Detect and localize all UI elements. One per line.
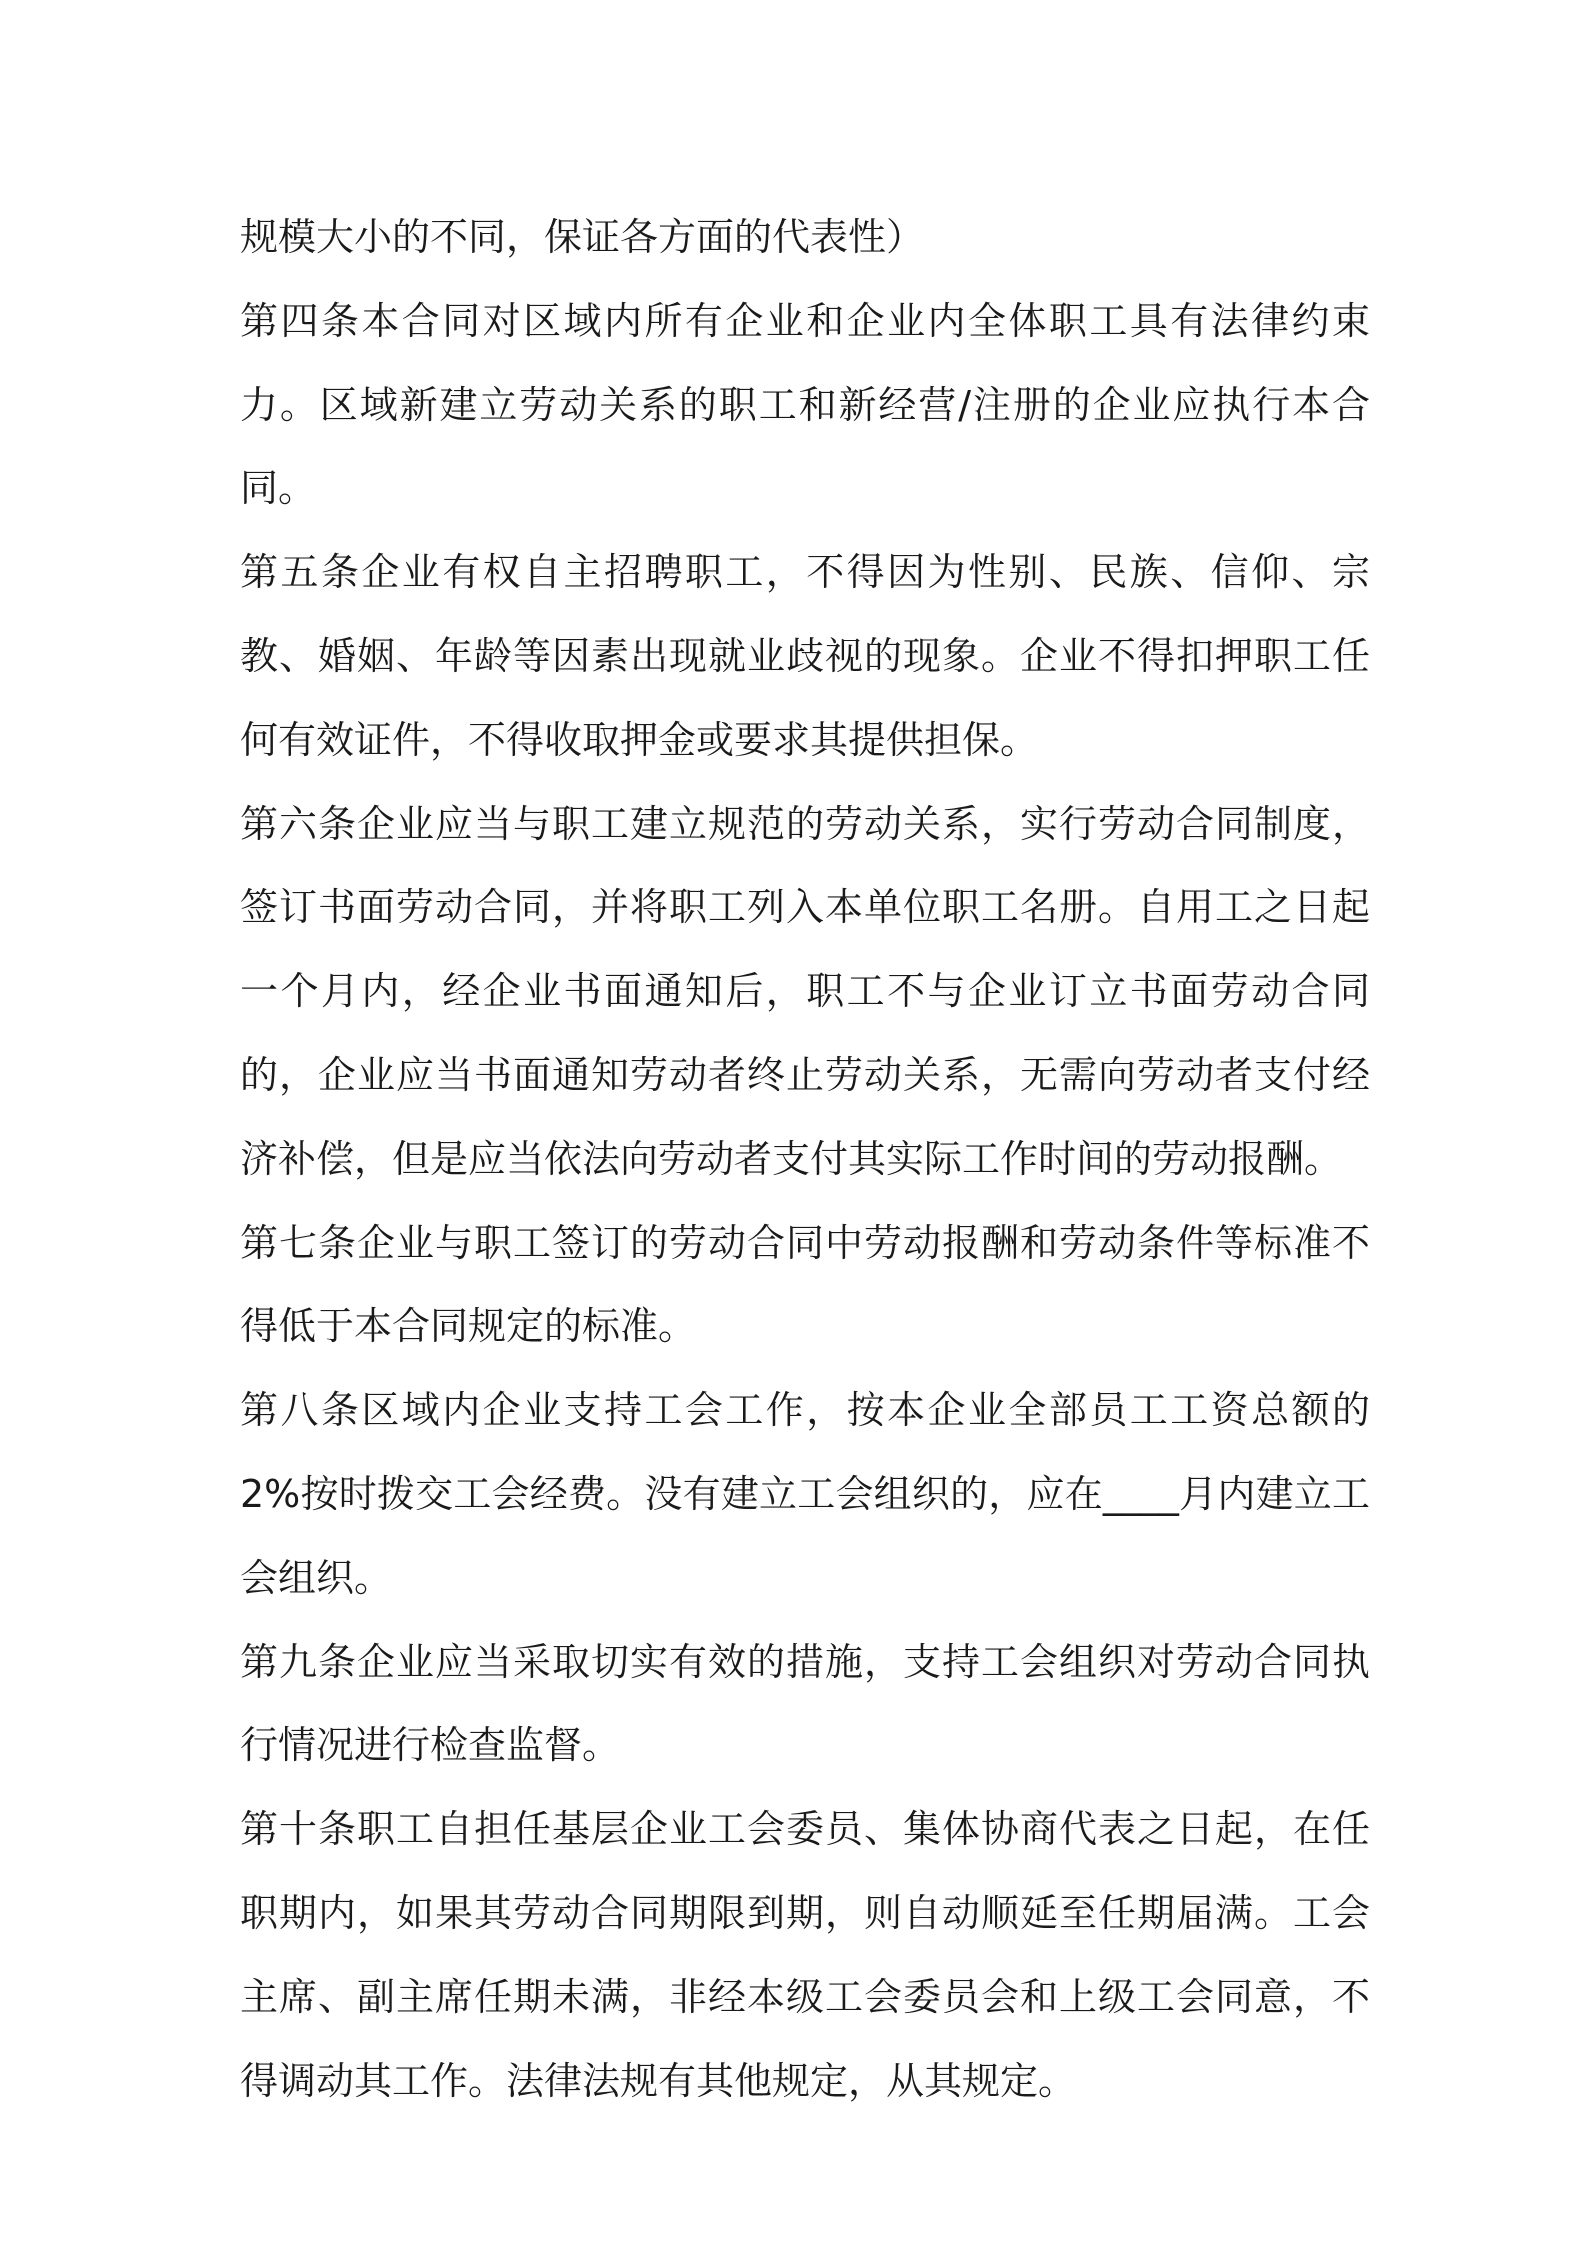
article-6: 第六条企业应当与职工建立规范的劳动关系，实行劳动合同制度，签订书面劳动合同，并将职工列入本单位职工名册。自用工之日起一个月内，经企业书面通知后，职工不与企业订立书面劳动合同的，企业应当书面通知劳动者终止劳动关系，无需向劳动者支付经济补偿，但是应当依法向劳动者支付其实际工作时间的劳动报酬。 [240,801,1370,1181]
article-5: 第五条企业有权自主招聘职工，不得因为性别、民族、信仰、宗教、婚姻、年龄等因素出现就业歧视的现象。企业不得扣押职工任何有效证件，不得收取押金或要求其提供担保。 [240,550,1370,762]
article-8: 第八条区域内企业支持工会工作，按本企业全部员工工资总额的 2%按时拨交工会经费。没有建立工会组织的，应在____月内建立工会组织。 [240,1388,1370,1600]
article-4: 第四条本合同对区域内所有企业和企业内全体职工具有法律约束力。区域新建立劳动关系的职工和新经营/注册的企业应执行本合同。 [240,298,1370,511]
article-7: 第七条企业与职工签订的劳动合同中劳动报酬和劳动条件等标准不得低于本合同规定的标准。 [240,1220,1370,1349]
article-10: 第十条职工自担任基层企业工会委员、集体协商代表之日起，在任职期内，如果其劳动合同期限到期，则自动顺延至任期届满。工会主席、副主席任期未满，非经本级工会委员会和上级工会同意，不得调动其工作。法律法规有其他规定，从其规定。 [240,1807,1370,2103]
document-body [240,196,1370,2123]
article-9: 第九条企业应当采取切实有效的措施，支持工会组织对劳动合同执行情况进行检查监督。 [240,1639,1370,1768]
paragraph-continuation: 规模大小的不同，保证各方面的代表性） [240,215,925,259]
